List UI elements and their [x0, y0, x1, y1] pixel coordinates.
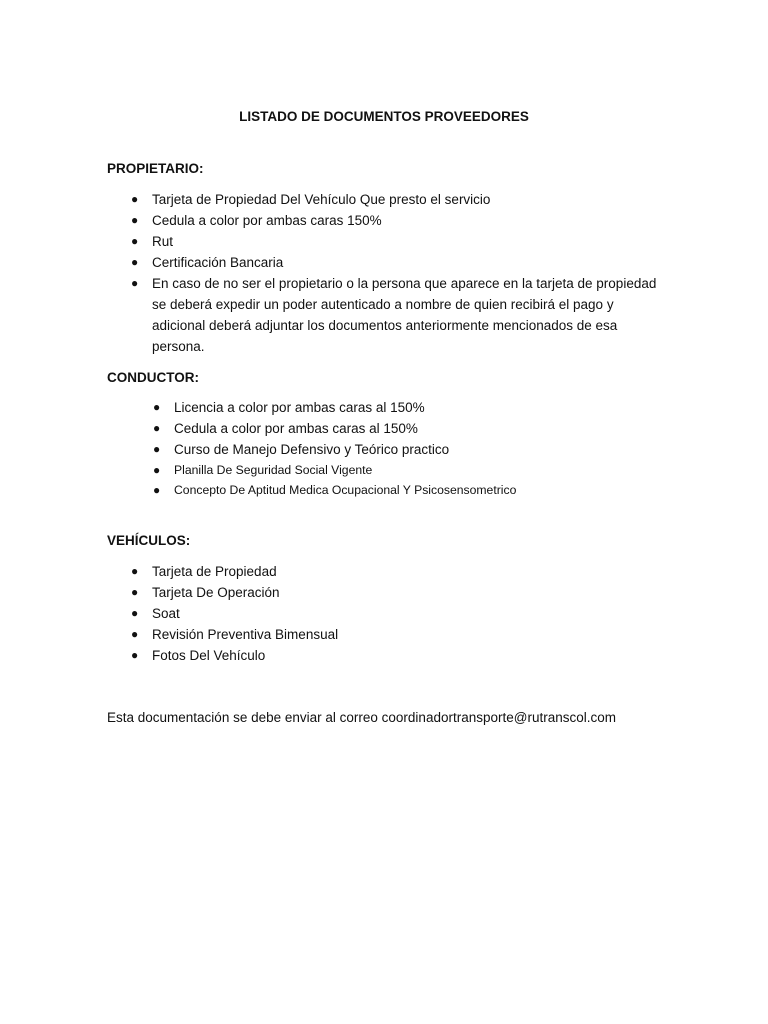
bullet-icon: ● [153, 483, 161, 497]
list-item-text: Cedula a color por ambas caras 150% [152, 213, 382, 228]
list-item [131, 624, 652, 645]
conductor-list [153, 397, 674, 460]
bullet-icon: ● [131, 234, 139, 248]
list-item [131, 189, 662, 210]
footer-note: Esta documentación se debe enviar al correo coordinadortransporte@rutranscol.com [107, 710, 616, 725]
list-item [131, 210, 662, 231]
list-item-text: Licencia a color por ambas caras al 150% [174, 400, 425, 415]
bullet-icon: ● [131, 192, 139, 206]
list-item [153, 439, 674, 460]
list-item-text: Cedula a color por ambas caras al 150% [174, 421, 418, 436]
list-item-text: Certificación Bancaria [152, 255, 284, 270]
list-item [131, 231, 662, 252]
bullet-icon: ● [131, 255, 139, 269]
document-title: LISTADO DE DOCUMENTOS PROVEEDORES [239, 109, 529, 124]
list-item [131, 252, 662, 273]
list-item-text: Rut [152, 234, 174, 249]
bullet-icon: ● [153, 400, 161, 414]
list-item-text: Concepto De Aptitud Medica Ocupacional Y Psicosensometrico [174, 483, 517, 497]
list-item [153, 480, 674, 500]
bullet-icon: ● [131, 627, 139, 641]
list-item-text: Tarjeta de Propiedad Del Vehículo Que presto el servicio [152, 192, 491, 207]
propietario-list [131, 189, 662, 357]
bullet-icon: ● [131, 564, 139, 578]
section-heading-conductor: CONDUCTOR: [107, 370, 199, 385]
bullet-icon: ● [131, 213, 139, 227]
bullet-icon: ● [131, 585, 139, 599]
bullet-icon: ● [131, 276, 139, 290]
list-item [131, 561, 652, 582]
list-item-text: Fotos Del Vehículo [152, 648, 266, 663]
list-item [153, 418, 674, 439]
list-item [153, 460, 674, 480]
section-heading-vehiculos: VEHÍCULOS: [107, 533, 191, 548]
list-item [131, 273, 662, 357]
list-item-text: Soat [152, 606, 180, 621]
list-item-text: Revisión Preventiva Bimensual [152, 627, 339, 642]
list-item-text: Planilla De Seguridad Social Vigente [174, 463, 373, 477]
list-item-text: Curso de Manejo Defensivo y Teórico practico [174, 442, 450, 457]
list-item [131, 582, 652, 603]
list-item-text: Tarjeta de Propiedad [152, 564, 277, 579]
bullet-icon: ● [153, 442, 161, 456]
list-item [131, 603, 652, 624]
bullet-icon: ● [131, 606, 139, 620]
list-item [131, 645, 652, 666]
vehiculos-list [131, 561, 652, 666]
list-item-text: En caso de no ser el propietario o la persona que aparece en la tarjeta de propiedad se deberá expedir un poder autenticado a nombre de quien recibirá el pago y adicional deberá adjuntar los documentos anteriormente mencionados de esa persona. [152, 276, 657, 354]
list-item-text: Tarjeta De Operación [152, 585, 280, 600]
bullet-icon: ● [131, 648, 139, 662]
section-heading-propietario: PROPIETARIO: [107, 161, 204, 176]
list-item [153, 397, 674, 418]
bullet-icon: ● [153, 421, 161, 435]
bullet-icon: ● [153, 463, 161, 477]
conductor-list-small [153, 460, 674, 500]
